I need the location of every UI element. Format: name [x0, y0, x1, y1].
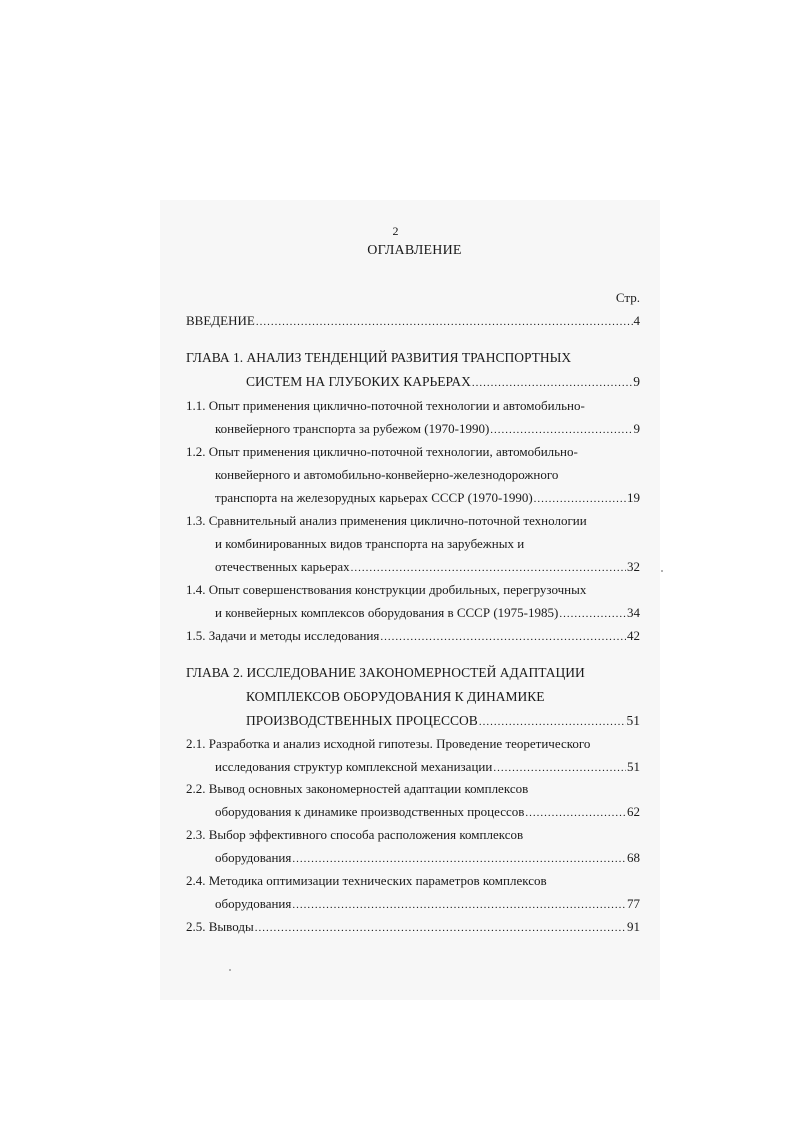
s1-3-line2: и комбинированных видов транспорта на зарубежных и [215, 536, 525, 551]
s1-1-line1: 1.1. Опыт применения циклично-поточной технологии и автомобильно- [186, 398, 585, 413]
s2-2-line1: 2.2. Вывод основных закономерностей адаптации комплексов [186, 781, 529, 796]
entry-text: и конвейерных комплексов оборудования в СССР (1975-1985) [215, 605, 559, 620]
entry-text: 1.5. Задачи и методы исследования [186, 628, 380, 643]
entry-text: ВВЕДЕНИЕ [186, 313, 255, 328]
toc-entry-2-4 [215, 895, 640, 913]
page-number: 2 [392, 224, 399, 238]
entry-page: 62 [627, 804, 640, 819]
chapter2-title-line1: ГЛАВА 2. ИССЛЕДОВАНИЕ ЗАКОНОМЕРНОСТЕЙ АДАПТАЦИИ [186, 665, 585, 680]
toc-entry-1-3 [215, 558, 640, 576]
entry-text: транспорта на железорудных карьерах СССР (1970-1990) [215, 490, 533, 505]
leader-dots [256, 313, 633, 331]
entry-page: 68 [627, 850, 640, 865]
chapter2-title-line2: КОМПЛЕКСОВ ОБОРУДОВАНИЯ К ДИНАМИКЕ [246, 689, 545, 704]
s2-4-line1: 2.4. Методика оптимизации технических параметров комплексов [186, 873, 547, 888]
leader-dots [493, 759, 626, 777]
leader-dots [490, 421, 632, 439]
entry-text: отечественных карьерах [215, 559, 350, 574]
entry-text: ПРОИЗВОДСТВЕННЫХ ПРОЦЕССОВ [246, 713, 478, 728]
page-column-label: Стр. [615, 290, 640, 305]
entry-page: 51 [627, 759, 640, 774]
toc-entry-1-1 [215, 420, 640, 438]
entry-page: 77 [627, 896, 640, 911]
entry-page: 34 [627, 605, 640, 620]
toc-entry-2-2 [215, 803, 640, 821]
s1-2-line1: 1.2. Опыт применения циклично-поточной технологии, автомобильно- [186, 444, 578, 459]
entry-text: 2.5. Выводы [186, 919, 254, 934]
entry-page: 9 [633, 374, 640, 389]
entry-page: 4 [633, 313, 640, 328]
toc-entry-chapter2 [246, 712, 640, 730]
entry-text: исследования структур комплексной механизации [215, 759, 493, 774]
leader-dots [351, 559, 626, 577]
chapter1-title-line1: ГЛАВА 1. АНАЛИЗ ТЕНДЕНЦИЙ РАЗВИТИЯ ТРАНСПОРТНЫХ [186, 350, 572, 365]
leader-dots [292, 850, 626, 868]
leader-dots [255, 919, 626, 937]
leader-dots [380, 628, 626, 646]
entry-text: СИСТЕМ НА ГЛУБОКИХ КАРЬЕРАХ [246, 374, 471, 389]
toc-entry-1-2 [215, 489, 640, 507]
entry-text: оборудования [215, 896, 292, 911]
toc-entry-intro [186, 312, 640, 330]
s1-2-line2: конвейерного и автомобильно-конвейерно-железнодорожного [215, 467, 559, 482]
entry-page: 32 [627, 559, 640, 574]
toc-entry-chapter1 [246, 373, 640, 391]
toc-entry-1-4 [215, 604, 640, 622]
entry-text: оборудования [215, 850, 292, 865]
leader-dots [559, 605, 626, 623]
entry-text: конвейерного транспорта за рубежом (1970-1990) [215, 421, 490, 436]
entry-text: оборудования к динамике производственных процессов [215, 804, 525, 819]
toc-entry-2-1 [215, 758, 640, 776]
leader-dots [525, 804, 626, 822]
entry-page: 42 [627, 628, 640, 643]
toc-title: ОГЛАВЛЕНИЕ [367, 243, 462, 258]
leader-dots [534, 490, 626, 508]
toc-entry-2-3 [215, 849, 640, 867]
entry-page: 9 [633, 421, 640, 436]
entry-page: 19 [627, 490, 640, 505]
toc-entry-2-5 [186, 918, 640, 936]
toc-entry-1-5 [186, 627, 640, 645]
leader-dots [479, 713, 626, 731]
leader-dots [292, 896, 626, 914]
scan-speck [661, 570, 663, 572]
s1-4-line1: 1.4. Опыт совершенствования конструкции дробильных, перегрузочных [186, 582, 587, 597]
entry-page: 51 [626, 713, 640, 728]
s1-3-line1: 1.3. Сравнительный анализ применения циклично-поточной технологии [186, 513, 587, 528]
leader-dots [472, 374, 632, 392]
entry-page: 91 [627, 919, 640, 934]
s2-3-line1: 2.3. Выбор эффективного способа расположения комплексов [186, 827, 524, 842]
scan-speck [229, 969, 231, 971]
s2-1-line1: 2.1. Разработка и анализ исходной гипотезы. Проведение теоретического [186, 736, 591, 751]
